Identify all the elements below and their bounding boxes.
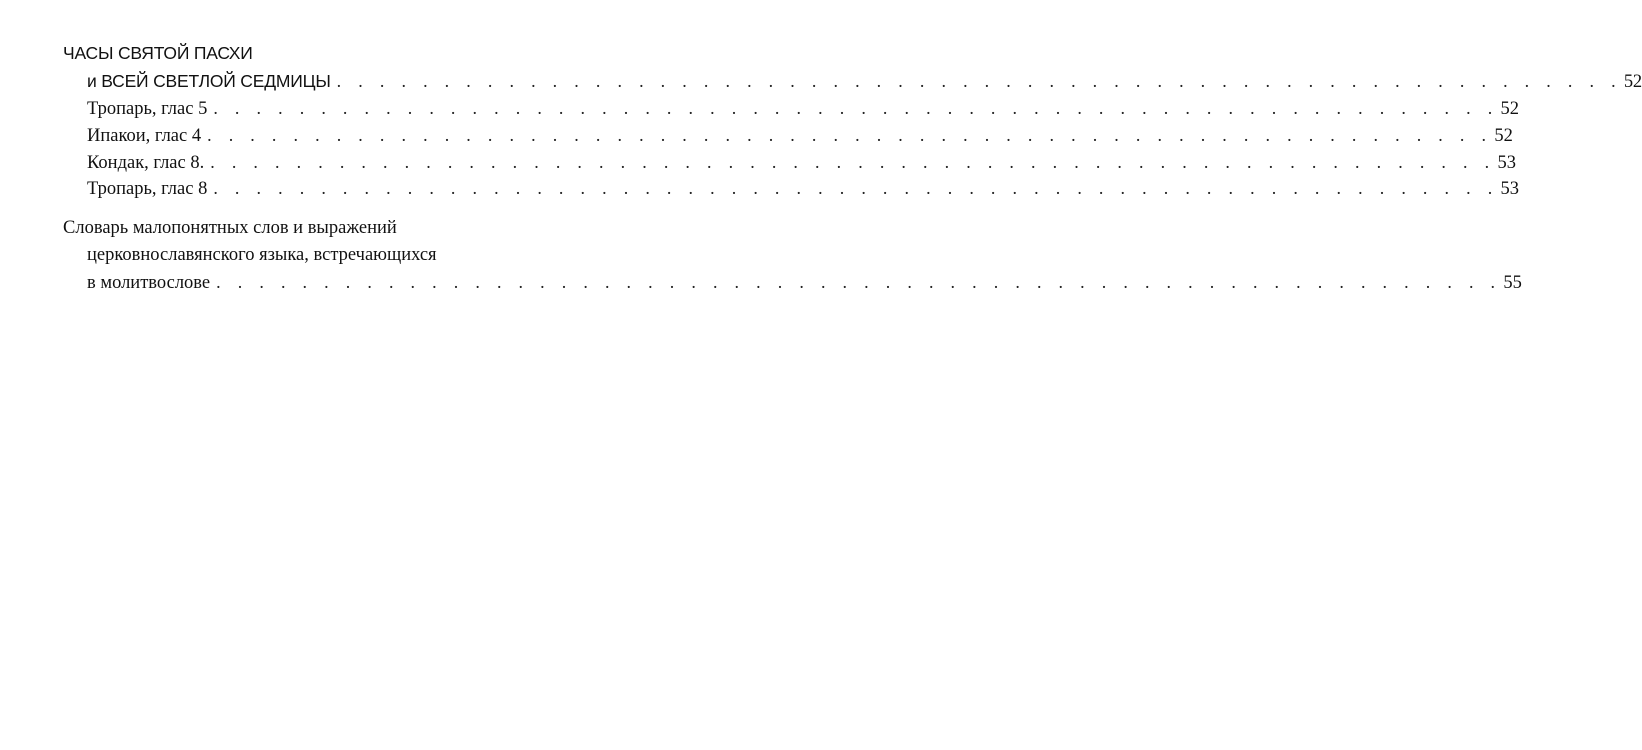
dot-leader: . . . . . . . . . . . . . . . . . . . . . . . . . . . . . . . . . . . . . . . . . . . . . . . . . . . . . . . . . . . . <box>336 71 1622 91</box>
toc-entry-row <box>87 95 1520 122</box>
dot-leader: . . . . . . . . . . . . . . . . . . . . . . . . . . . . . . . . . . . . . . . . . . . . . . . . . . . . . . . . . . . . <box>216 272 1502 292</box>
section-title-line-3: в молитвослове <box>87 273 211 293</box>
toc-entry-row <box>87 149 1516 176</box>
page-number: 52 <box>1494 126 1513 146</box>
page-number: 52 <box>1500 99 1520 119</box>
toc-entry <box>0 122 1513 148</box>
page-number: 53 <box>1500 179 1520 199</box>
section-title-line-2: церковнославянского языка, встречающихся <box>87 245 437 265</box>
toc-entry-row <box>87 122 1513 149</box>
entry-label: Ипакои, глас 4 <box>87 126 202 146</box>
dot-leader: . . . . . . . . . . . . . . . . . . . . . . . . . . . . . . . . . . . . . . . . . . . . . . . . . . . . . . . . . . . . <box>210 152 1496 172</box>
toc-entry-row <box>87 68 1642 95</box>
toc-entry <box>0 175 1520 201</box>
toc-section-title <box>0 215 600 241</box>
section-title-line-2: и ВСЕЙ СВЕТЛОЙ СЕДМИЦЫ <box>87 71 331 91</box>
toc-entry <box>0 269 1522 295</box>
toc-entry <box>0 68 1642 94</box>
page-number: 53 <box>1497 153 1516 173</box>
toc-entry <box>0 95 1520 121</box>
section-title-line-1: Словарь малопонятных слов и выражений <box>63 218 397 238</box>
toc-entry-row <box>87 175 1520 202</box>
toc-entry-row <box>87 269 1522 296</box>
dot-leader: . . . . . . . . . . . . . . . . . . . . . . . . . . . . . . . . . . . . . . . . . . . . . . . . . . . . . . . . . . . . <box>207 125 1493 145</box>
page-number: 55 <box>1503 273 1522 293</box>
entry-label: Тропарь, глас 5 <box>87 99 208 119</box>
toc-section-title <box>0 40 600 66</box>
dot-leader: . . . . . . . . . . . . . . . . . . . . . . . . . . . . . . . . . . . . . . . . . . . . . . . . . . . . . . . . . . . . <box>213 178 1499 198</box>
toc-section-title <box>0 242 600 268</box>
dot-leader: . . . . . . . . . . . . . . . . . . . . . . . . . . . . . . . . . . . . . . . . . . . . . . . . . . . . . . . . . . . . <box>213 98 1499 118</box>
toc-entry <box>0 149 1516 175</box>
entry-label: Кондак, глас 8. <box>87 153 205 173</box>
page-number: 52 <box>1623 72 1642 92</box>
section-title-line-1: ЧАСЫ СВЯТОЙ ПАСХИ <box>63 43 253 63</box>
entry-label: Тропарь, глас 8 <box>87 179 208 199</box>
